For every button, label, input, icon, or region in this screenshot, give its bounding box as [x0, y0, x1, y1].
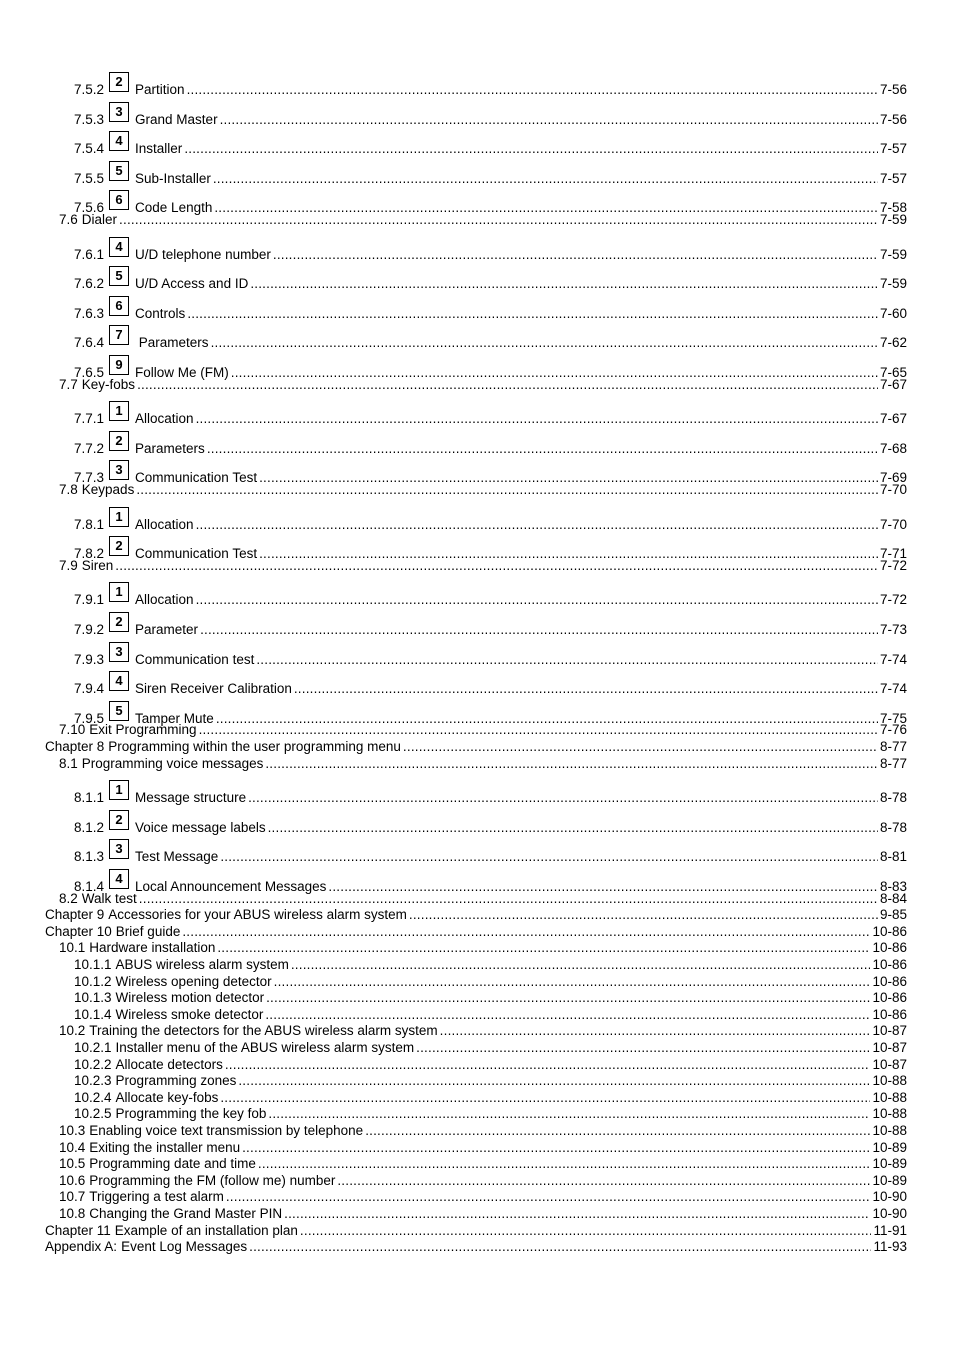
toc-page-number: 10-89 — [872, 1139, 907, 1155]
keypad-key-icon: 2 — [109, 72, 129, 92]
toc-entry[interactable] — [0, 1106, 954, 1121]
toc-entry[interactable] — [0, 133, 954, 157]
toc-entry[interactable] — [0, 268, 954, 292]
toc-title: Programming zones — [115, 1073, 237, 1089]
toc-leader-dots — [284, 1206, 870, 1221]
toc-page-number: 10-87 — [872, 1056, 907, 1072]
toc-number: 7.9.2 — [74, 622, 105, 637]
toc-page-number: 7-59 — [879, 276, 907, 292]
toc-number: 10.2.1 — [74, 1040, 112, 1055]
toc-leader-dots — [242, 1140, 870, 1155]
toc-leader-dots — [137, 377, 878, 392]
toc-entry[interactable] — [0, 891, 954, 906]
toc-entry[interactable] — [0, 74, 954, 97]
toc-page-number: 7-68 — [879, 440, 907, 456]
toc-number: Chapter 10 — [45, 923, 112, 939]
toc-entry[interactable] — [0, 162, 954, 186]
keypad-key-icon: 2 — [109, 536, 129, 556]
toc-entry[interactable] — [0, 212, 954, 227]
toc-entry[interactable] — [0, 739, 954, 754]
toc-leader-dots — [196, 592, 878, 607]
toc-number: 10.2.2 — [74, 1056, 112, 1072]
toc-title: Dialer — [81, 212, 118, 227]
toc-leader-dots — [265, 756, 878, 771]
toc-entry[interactable] — [0, 432, 954, 456]
toc-page-number: 7-65 — [879, 365, 907, 380]
toc-leader-dots — [187, 82, 878, 97]
keypad-key-icon: 1 — [109, 780, 129, 800]
keypad-key-icon: 2 — [109, 612, 129, 632]
toc-number: 7.10 — [59, 722, 86, 738]
keypad-key-icon: 4 — [109, 237, 129, 257]
toc-number: 8.1 — [59, 755, 78, 771]
toc-leader-dots — [256, 652, 878, 667]
toc-entry[interactable] — [0, 974, 954, 989]
toc-title: Programming the FM (follow me) number — [89, 1172, 336, 1188]
toc-page-number: 10-88 — [872, 1073, 907, 1089]
toc-entry[interactable] — [0, 377, 954, 392]
toc-title: Grand Master — [135, 111, 218, 127]
toc-leader-dots — [196, 517, 878, 532]
toc-page-number: 8-77 — [879, 739, 907, 754]
toc-number: 10.1 — [59, 940, 86, 956]
toc-leader-dots — [200, 622, 878, 637]
toc-leader-dots — [217, 940, 870, 955]
toc-entry[interactable] — [0, 327, 954, 351]
toc-page-number: 7-62 — [879, 335, 907, 351]
toc-number: 10.1.4 — [74, 1006, 112, 1022]
keypad-key-icon: 4 — [109, 671, 129, 691]
toc-number: 10.5 — [59, 1156, 86, 1172]
keypad-key-icon: 4 — [109, 869, 129, 889]
toc-entry[interactable] — [0, 940, 954, 955]
toc-number: Chapter 11 — [45, 1222, 111, 1238]
toc-leader-dots — [220, 849, 878, 864]
toc-leader-dots — [182, 924, 870, 939]
toc-entry[interactable] — [0, 1057, 954, 1072]
toc-leader-dots — [211, 335, 878, 350]
toc-entry[interactable] — [0, 1023, 954, 1038]
toc-entry[interactable] — [0, 1090, 954, 1105]
toc-page-number: 7-67 — [879, 376, 907, 392]
toc-title: Message structure — [135, 790, 247, 806]
toc-page-number: 7-57 — [879, 170, 907, 186]
toc-page-number: 10-88 — [872, 1123, 907, 1138]
toc-leader-dots — [115, 558, 878, 573]
toc-page-number: 8-78 — [879, 790, 907, 806]
toc-entry[interactable] — [0, 403, 954, 427]
toc-title: Wireless motion detector — [115, 990, 265, 1006]
toc-title: Communication Test — [135, 470, 258, 486]
toc-title: Allocation — [135, 411, 194, 427]
toc-page-number: 7-72 — [879, 557, 907, 573]
toc-leader-dots — [409, 907, 878, 922]
toc-entry[interactable] — [0, 924, 954, 939]
toc-entry[interactable] — [0, 907, 954, 922]
toc-entry[interactable] — [0, 643, 954, 667]
toc-page-number: 11-91 — [873, 1222, 907, 1238]
toc-page-number: 8-81 — [879, 849, 907, 865]
toc-number: Chapter 9 — [45, 907, 105, 923]
toc-title: ABUS wireless alarm system — [115, 957, 289, 972]
toc-title: Programming the key fob — [115, 1106, 267, 1122]
toc-leader-dots — [249, 1239, 871, 1254]
toc-title: Siren — [81, 557, 114, 573]
toc-title: Parameters — [135, 335, 209, 351]
toc-entry[interactable] — [0, 722, 954, 737]
keypad-key-icon: 1 — [109, 582, 129, 602]
toc-title: Partition — [135, 82, 185, 97]
toc-number: 7.5.4 — [74, 141, 105, 157]
toc-number: 10.2.5 — [74, 1106, 112, 1122]
toc-leader-dots — [119, 212, 878, 227]
toc-entry[interactable] — [0, 1073, 954, 1088]
toc-entry[interactable] — [0, 1239, 954, 1254]
keypad-key-icon: 5 — [109, 701, 129, 721]
toc-title: Exit Programming — [89, 722, 197, 738]
toc-title: Keypads — [81, 482, 135, 497]
toc-page-number: 10-86 — [872, 990, 907, 1006]
toc-entry[interactable] — [0, 841, 954, 865]
keypad-key-icon: 4 — [109, 131, 129, 151]
toc-number: 7.6.4 — [74, 335, 105, 351]
toc-page-number: 7-76 — [879, 722, 907, 738]
keypad-key-icon: 1 — [109, 507, 129, 527]
toc-number: 7.6.2 — [74, 276, 105, 292]
toc-number: 7.9.5 — [74, 710, 105, 726]
toc-page-number: 10-89 — [872, 1156, 907, 1172]
toc-leader-dots — [136, 482, 878, 497]
toc-title: Voice message labels — [135, 819, 266, 835]
toc-leader-dots — [403, 739, 878, 754]
toc-title: Exiting the installer menu — [89, 1139, 241, 1155]
toc-title: Enabling voice text transmission by telephone — [89, 1123, 364, 1138]
toc-leader-dots — [258, 1156, 871, 1171]
toc-leader-dots — [440, 1023, 871, 1038]
toc-entry[interactable] — [0, 1040, 954, 1055]
toc-leader-dots — [416, 1040, 870, 1055]
toc-entry[interactable] — [0, 558, 954, 573]
toc-entry[interactable] — [0, 990, 954, 1005]
toc-number: 10.1.2 — [74, 973, 112, 989]
toc-number: 7.9 — [59, 557, 78, 573]
keypad-key-icon: 9 — [109, 355, 129, 375]
toc-page-number: 7-59 — [879, 212, 907, 227]
toc-page-number: 11-93 — [873, 1239, 907, 1255]
toc-leader-dots — [207, 441, 878, 456]
toc-number: 7.9.4 — [74, 681, 105, 697]
toc-leader-dots — [265, 1007, 870, 1022]
toc-page-number: 7-56 — [879, 82, 907, 97]
toc-title: Allocation — [135, 592, 194, 608]
toc-number: 7.5.2 — [74, 82, 105, 97]
toc-leader-dots — [268, 820, 878, 835]
toc-page-number: 8-77 — [879, 755, 907, 771]
toc-page-number: 7-67 — [879, 411, 907, 427]
toc-page-number: 10-86 — [872, 940, 907, 956]
toc-page-number: 9-85 — [879, 907, 907, 923]
toc-page-number: 8-83 — [879, 879, 907, 894]
toc-page-number: 10-90 — [872, 1206, 907, 1221]
toc-number: 10.7 — [59, 1189, 86, 1205]
toc-title: Follow Me (FM) — [135, 365, 229, 380]
toc-leader-dots — [250, 276, 878, 291]
toc-entry[interactable] — [0, 957, 954, 972]
toc-entry[interactable] — [0, 508, 954, 532]
toc-number: 7.6.1 — [74, 246, 105, 262]
toc-title: Wireless smoke detector — [115, 1006, 264, 1022]
toc-number: 8.2 — [59, 890, 78, 906]
toc-title: Test Message — [135, 849, 219, 865]
toc-title: Triggering a test alarm — [89, 1189, 224, 1205]
toc-title: Local Announcement Messages — [135, 879, 327, 894]
toc-number: 8.1.2 — [74, 819, 105, 835]
toc-number: 10.3 — [59, 1123, 86, 1138]
toc-leader-dots — [268, 1106, 870, 1121]
toc-number: 7.7.2 — [74, 440, 105, 456]
toc-entry[interactable] — [0, 1189, 954, 1204]
toc-number: 10.2 — [59, 1023, 86, 1039]
toc-number: 10.6 — [59, 1172, 86, 1188]
toc-page-number: 7-60 — [879, 305, 907, 321]
toc-number: 10.1.3 — [74, 990, 112, 1006]
toc-number: 7.6.5 — [74, 365, 105, 380]
toc-title: Key-fobs — [81, 376, 136, 392]
toc-leader-dots — [300, 1223, 872, 1238]
keypad-key-icon: 2 — [109, 810, 129, 830]
toc-title: Programming voice messages — [81, 755, 264, 771]
keypad-key-icon: 5 — [109, 161, 129, 181]
toc-leader-dots — [187, 306, 878, 321]
toc-number: 10.8 — [59, 1206, 86, 1221]
toc-leader-dots — [226, 1189, 871, 1204]
toc-title: Training the detectors for the ABUS wireless alarm system — [89, 1023, 438, 1039]
toc-page-number: 10-87 — [872, 1023, 907, 1039]
toc-title: Event Log Messages — [121, 1239, 248, 1255]
toc-leader-dots — [213, 171, 878, 186]
toc-leader-dots — [184, 141, 878, 156]
toc-page-number: 7-58 — [879, 200, 907, 216]
toc-title: Hardware installation — [89, 940, 216, 956]
keypad-key-icon: 3 — [109, 839, 129, 859]
toc-leader-dots — [294, 681, 878, 696]
keypad-key-icon: 1 — [109, 401, 129, 421]
toc-leader-dots — [196, 411, 878, 426]
toc-number: 8.1.1 — [74, 790, 105, 806]
toc-title: Allocation — [135, 516, 194, 532]
toc-page-number: 7-56 — [879, 111, 907, 127]
keypad-key-icon: 5 — [109, 266, 129, 286]
toc-title: U/D telephone number — [135, 246, 271, 262]
toc-title: Parameter — [135, 622, 199, 637]
toc-entry[interactable] — [0, 238, 954, 262]
keypad-key-icon: 3 — [109, 460, 129, 480]
toc-leader-dots — [365, 1123, 870, 1138]
toc-page-number: 7-74 — [879, 681, 907, 697]
toc-title: Programming date and time — [89, 1156, 256, 1172]
toc-entry[interactable] — [0, 614, 954, 637]
toc-entry[interactable] — [0, 1007, 954, 1022]
toc-title: Siren Receiver Calibration — [135, 681, 292, 697]
keypad-key-icon: 6 — [109, 296, 129, 316]
toc-number: 7.9.3 — [74, 651, 105, 667]
toc-number: 7.7.1 — [74, 411, 105, 427]
toc-leader-dots — [220, 112, 878, 127]
toc-title: Parameters — [135, 440, 205, 456]
toc-title: Allocate key-fobs — [115, 1089, 219, 1105]
toc-entry[interactable] — [0, 103, 954, 127]
toc-title: Communication test — [135, 651, 255, 667]
toc-page-number: 10-90 — [872, 1189, 907, 1205]
toc-number: 7.5.5 — [74, 170, 105, 186]
toc-entry[interactable] — [0, 1140, 954, 1155]
keypad-key-icon: 2 — [109, 431, 129, 451]
toc-title: Wireless opening detector — [115, 973, 272, 989]
toc-entry[interactable] — [0, 482, 954, 497]
toc-entry[interactable] — [0, 811, 954, 835]
toc-entry[interactable] — [0, 297, 954, 321]
toc-page-number: 10-89 — [872, 1172, 907, 1188]
toc-title: Sub-Installer — [135, 170, 211, 186]
toc-page-number: 7-71 — [879, 546, 907, 562]
toc-number: 7.7 — [59, 376, 78, 392]
toc-entry[interactable] — [0, 1206, 954, 1221]
toc-number: 10.1.1 — [74, 957, 112, 972]
toc-page-number: 10-87 — [872, 1040, 907, 1055]
keypad-key-icon: 6 — [109, 190, 129, 210]
toc-entry[interactable] — [0, 1173, 954, 1188]
keypad-key-icon: 7 — [109, 325, 129, 345]
toc-entry[interactable] — [0, 584, 954, 608]
toc-number: 7.9.1 — [74, 592, 105, 608]
toc-page-number: 7-70 — [879, 516, 907, 532]
toc-number: 7.5.3 — [74, 111, 105, 127]
toc-page-number: 10-86 — [872, 1006, 907, 1022]
toc-entry[interactable] — [0, 1156, 954, 1171]
toc-leader-dots — [238, 1073, 870, 1088]
toc-entry[interactable] — [0, 1123, 954, 1138]
toc-number: 10.2.3 — [74, 1073, 112, 1089]
toc-page-number: 10-88 — [872, 1089, 907, 1105]
toc-page-number: 7-72 — [879, 592, 907, 608]
toc-number: 10.2.4 — [74, 1089, 112, 1105]
toc-title: Programming within the user programming menu — [108, 739, 401, 754]
toc-leader-dots — [273, 247, 878, 262]
toc-title: Allocate detectors — [115, 1056, 223, 1072]
toc-number: Appendix A: — [45, 1239, 118, 1255]
toc-page-number: 7-75 — [879, 710, 907, 726]
toc-page-number: 7-69 — [879, 470, 907, 486]
toc-title: Installer — [135, 141, 183, 157]
toc-number: 7.8.2 — [74, 546, 105, 562]
toc-leader-dots — [266, 990, 870, 1005]
toc-title: Communication Test — [135, 546, 258, 562]
toc-leader-dots — [220, 1090, 870, 1105]
toc-title: U/D Access and ID — [135, 276, 249, 292]
toc-entry[interactable] — [0, 756, 954, 771]
toc-title: Accessories for your ABUS wireless alarm system — [108, 907, 407, 923]
toc-number: 7.6.3 — [74, 305, 105, 321]
keypad-key-icon: 3 — [109, 642, 129, 662]
toc-page-number: 8-78 — [879, 819, 907, 835]
toc-leader-dots — [139, 891, 878, 906]
toc-title: Tamper Mute — [135, 710, 214, 726]
toc-leader-dots — [248, 790, 878, 805]
toc-number: 7.6 — [59, 212, 78, 227]
toc-number: 10.4 — [59, 1139, 86, 1155]
toc-title: Code Length — [135, 200, 213, 216]
toc-number: 8.1.3 — [74, 849, 105, 865]
toc-title: Brief guide — [115, 923, 181, 939]
toc-number: 7.7.3 — [74, 470, 105, 486]
toc-page-number: 8-84 — [879, 890, 907, 906]
toc-entry[interactable] — [0, 673, 954, 697]
toc-page-number: 7-70 — [879, 482, 907, 497]
toc-number: 7.8.1 — [74, 516, 105, 532]
toc-page-number: 7-73 — [879, 622, 907, 637]
toc-leader-dots — [225, 1057, 871, 1072]
toc-title: Installer menu of the ABUS wireless alarm system — [115, 1040, 415, 1055]
toc-title: Changing the Grand Master PIN — [89, 1206, 283, 1221]
toc-leader-dots — [337, 1173, 870, 1188]
toc-page-number: 7-74 — [879, 651, 907, 667]
toc-page-number: 7-57 — [879, 141, 907, 157]
toc-number: 8.1.4 — [74, 879, 105, 894]
keypad-key-icon: 3 — [109, 102, 129, 122]
toc-title: Walk test — [81, 890, 137, 906]
toc-number: 7.5.6 — [74, 200, 105, 216]
toc-page-number: 7-59 — [879, 246, 907, 262]
toc-number: Chapter 8 — [45, 739, 105, 754]
toc-title: Controls — [135, 305, 186, 321]
toc-leader-dots — [199, 722, 878, 737]
toc-leader-dots — [291, 957, 871, 972]
toc-entry[interactable] — [0, 1223, 954, 1238]
toc-page-number: 10-86 — [872, 973, 907, 989]
toc-entry[interactable] — [0, 782, 954, 806]
toc-page-number: 10-88 — [872, 1106, 907, 1122]
toc-page-number: 10-86 — [872, 957, 907, 972]
toc-page-number: 10-86 — [872, 923, 907, 939]
toc-number: 7.8 — [59, 482, 78, 497]
toc-leader-dots — [274, 974, 871, 989]
toc-title: Example of an installation plan — [114, 1222, 298, 1238]
